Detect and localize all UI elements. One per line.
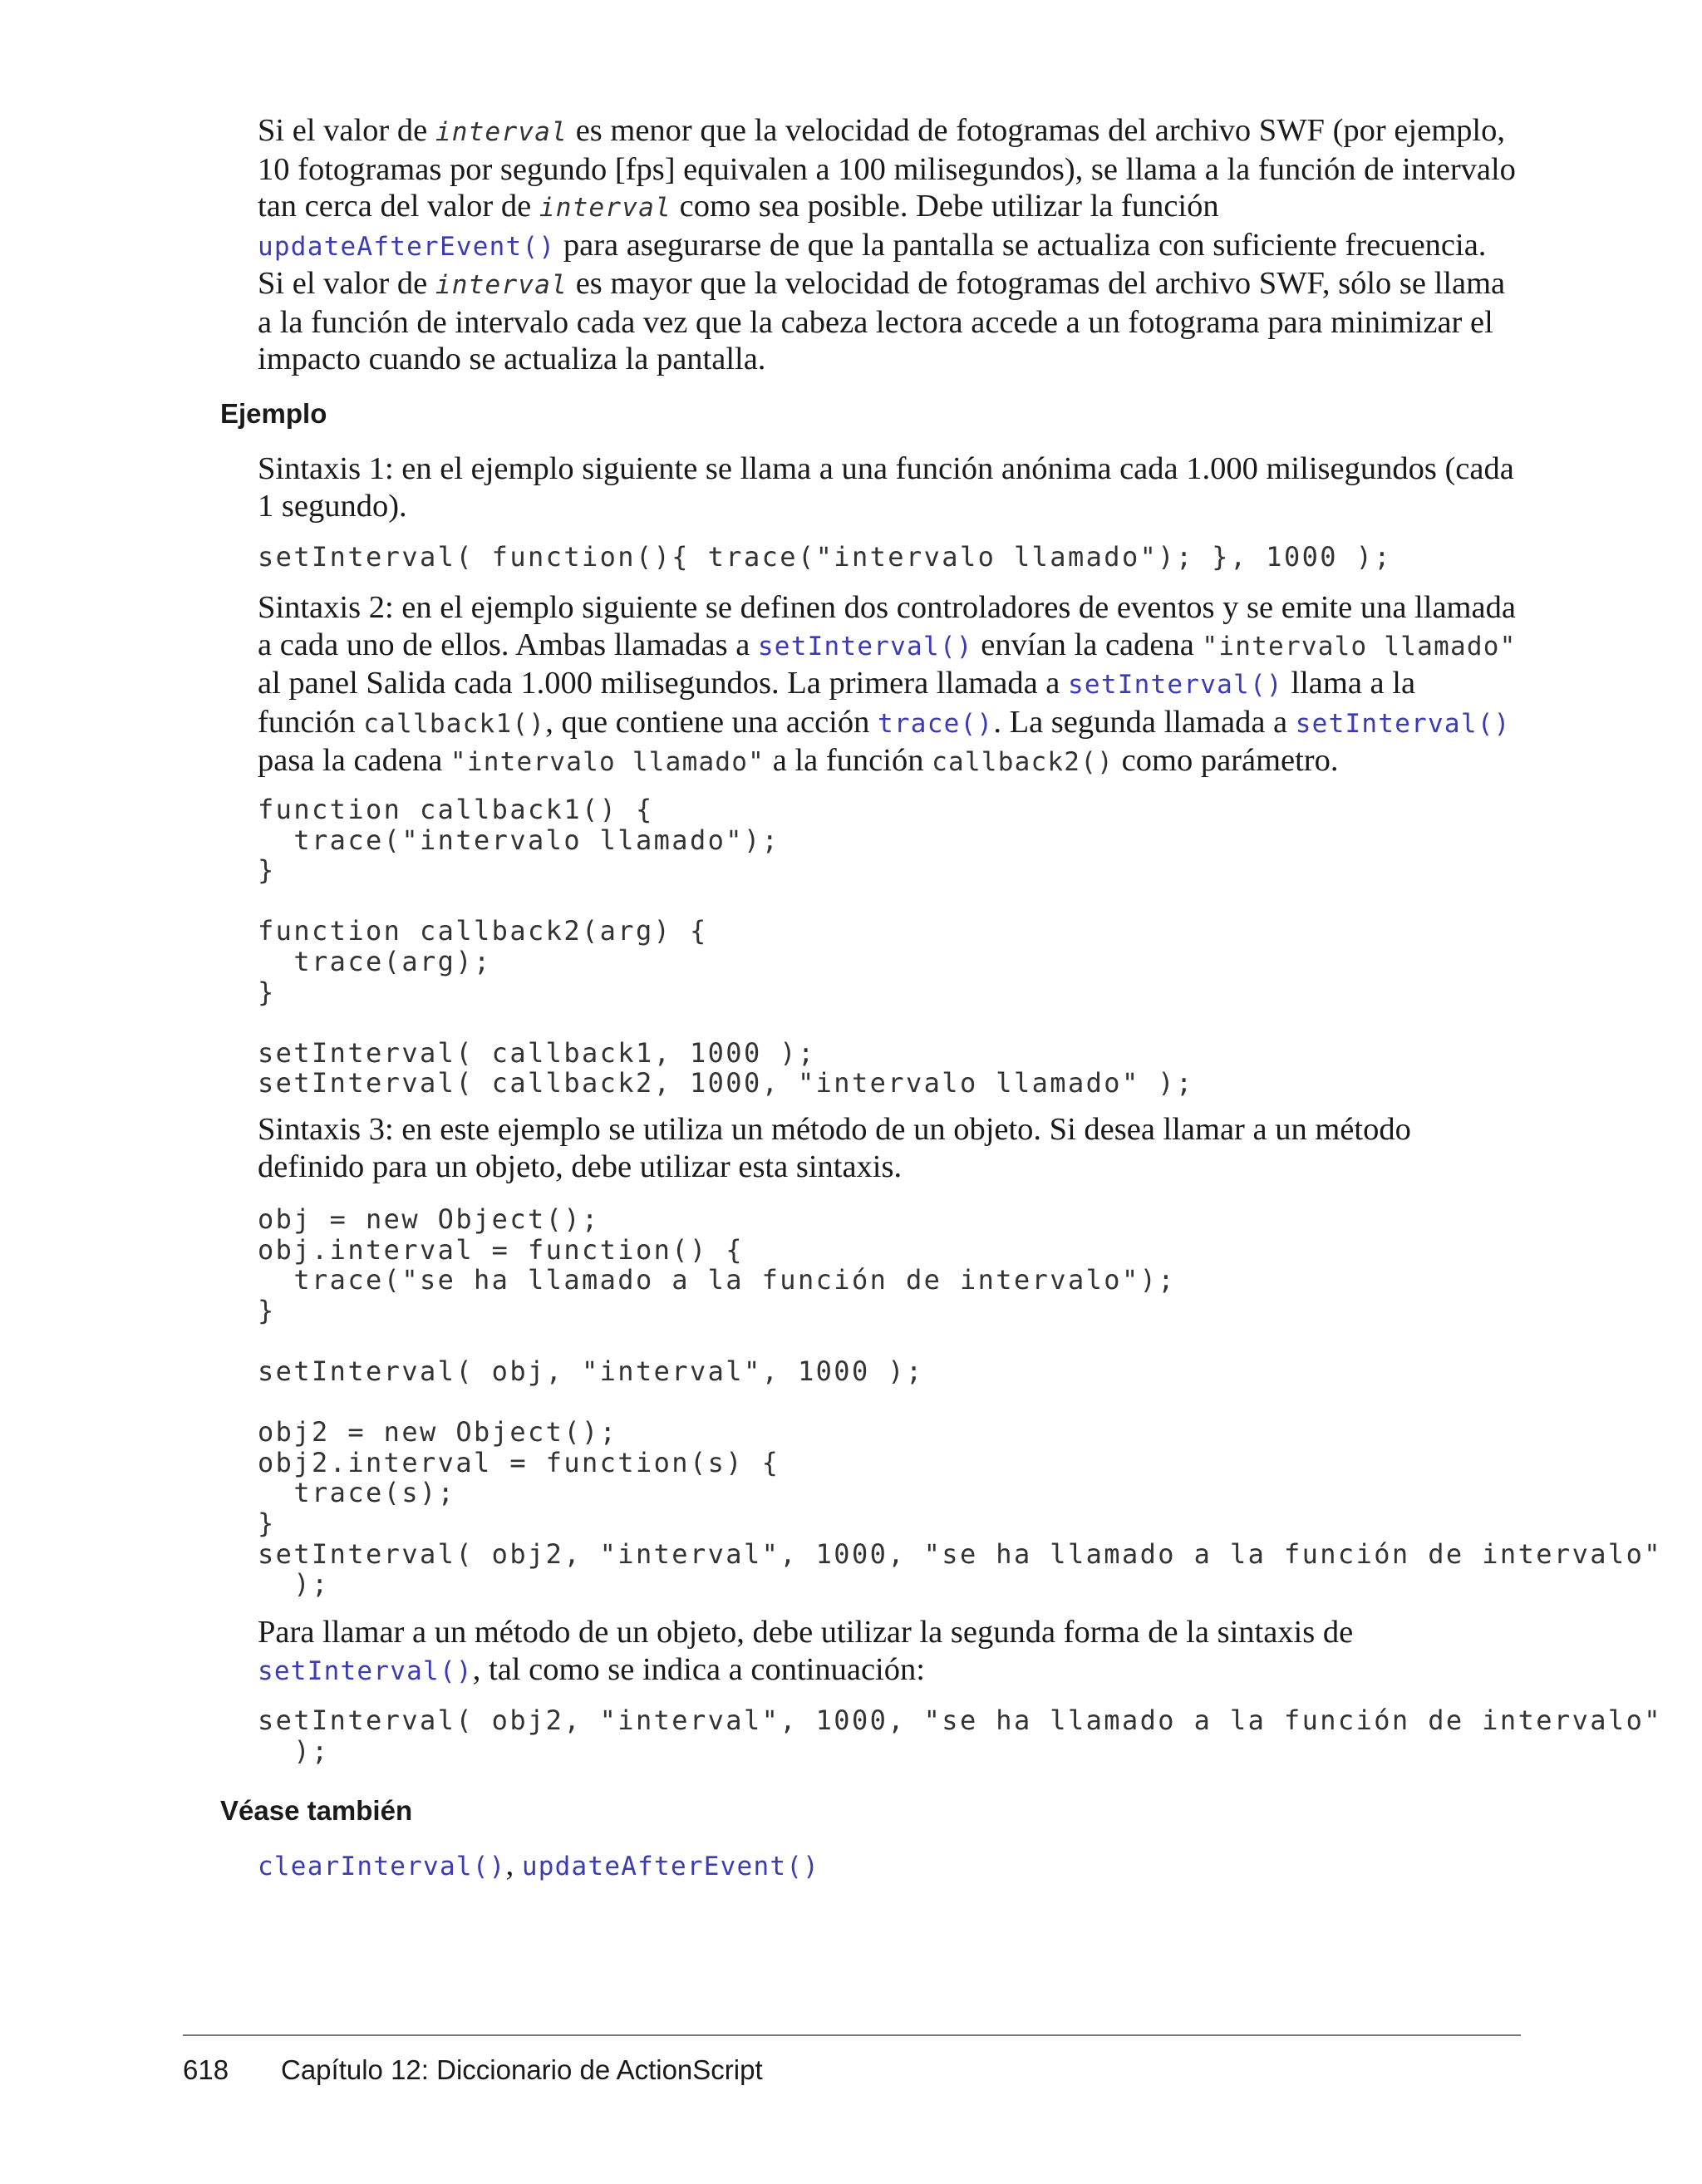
method-call-code: setInterval( obj2, "interval", 1000, "se ha llamado a la función de intervalo" ); [258, 1704, 1662, 1767]
link-setinterval[interactable]: setInterval() [757, 631, 973, 662]
page-number: 618 [183, 2054, 229, 2085]
code-interval: interval [539, 193, 672, 223]
footer-divider [183, 2034, 1521, 2036]
link-setinterval[interactable]: setInterval() [258, 1655, 473, 1686]
link-clearinterval[interactable]: clearInterval() [258, 1852, 506, 1881]
code-interval: interval [435, 270, 568, 300]
syntax1-paragraph: Sintaxis 1: en el ejemplo siguiente se llama a una función anónima cada 1.000 milisegundos (cada 1 segundo). [258, 451, 1514, 524]
link-setinterval[interactable]: setInterval() [1295, 708, 1511, 739]
syntax3-code: obj = new Object(); obj.interval = function() { trace("se ha llamado a la función de intervalo"); } setInterval( obj, "interval", 1000 ); obj2 = new Object(); obj2.interval = function(s) { trace(s); } setInterval( obj2, "interval", 1000, "se ha llamado a la función de intervalo" ); [258, 1203, 1662, 1601]
link-updateafterevent[interactable]: updateAfterEvent() [258, 231, 556, 262]
heading-ejemplo: Ejemplo [220, 398, 327, 429]
syntax2-paragraph: Sintaxis 2: en el ejemplo siguiente se definen dos controladores de eventos y se emite una llamada a cada uno de ellos. Ambas llamadas a setInterval() envían la cadena "intervalo llamado" al panel Salida cada 1.000 milisegundos. La primera llamada a setInterval() llama a la función callback1(), que contiene una acción trace(). La segunda llamada a setInterval() pasa la cadena "intervalo llamado" a la función callback2() como parámetro. [258, 590, 1517, 778]
syntax3-paragraph: Sintaxis 3: en este ejemplo se utiliza un método de un objeto. Si desea llamar a un método definido para un objeto, debe utilizar esta sintaxis. [258, 1112, 1411, 1184]
link-trace[interactable]: trace() [877, 708, 994, 739]
see-also-links: clearInterval(), updateAfterEvent() [258, 1847, 820, 1882]
chapter-title: Capítulo 12: Diccionario de ActionScript [281, 2054, 763, 2085]
link-updateafterevent[interactable]: updateAfterEvent() [521, 1852, 820, 1881]
heading-see-also: Véase también [220, 1795, 413, 1826]
code-interval: interval [435, 117, 568, 147]
method-call-paragraph: Para llamar a un método de un objeto, debe utilizar la segunda forma de la sintaxis de setInterval(), tal como se indica a continuación: [258, 1615, 1354, 1687]
syntax1-code: setInterval( function(){ trace("intervalo llamado"); }, 1000 ); [258, 541, 1392, 573]
intro-paragraph: Si el valor de interval es menor que la velocidad de fotogramas del archivo SWF (por ejemplo, 10 fotogramas por segundo [fps] equivalen a 100 milisegundos), se llama a la función de intervalo tan cerca del valor de interval como sea posible. Debe utilizar la función updateAfterEvent() para asegurarse de que la pantalla se actualiza con suficiente frecuencia. Si el valor de interval es mayor que la velocidad de fotogramas del archivo SWF, sólo se llama a la función de intervalo cada vez que la cabeza lectora accede a un fotograma para minimizar el impacto cuando se actualiza la pantalla. [258, 113, 1516, 376]
syntax2-code: function callback1() { trace("intervalo llamado"); } function callback2(arg) { trace(arg); } setInterval( callback1, 1000 ); setInterval( callback2, 1000, "intervalo llamado" ); [258, 794, 1194, 1099]
link-setinterval[interactable]: setInterval() [1068, 670, 1283, 700]
page-footer [183, 2054, 763, 2086]
